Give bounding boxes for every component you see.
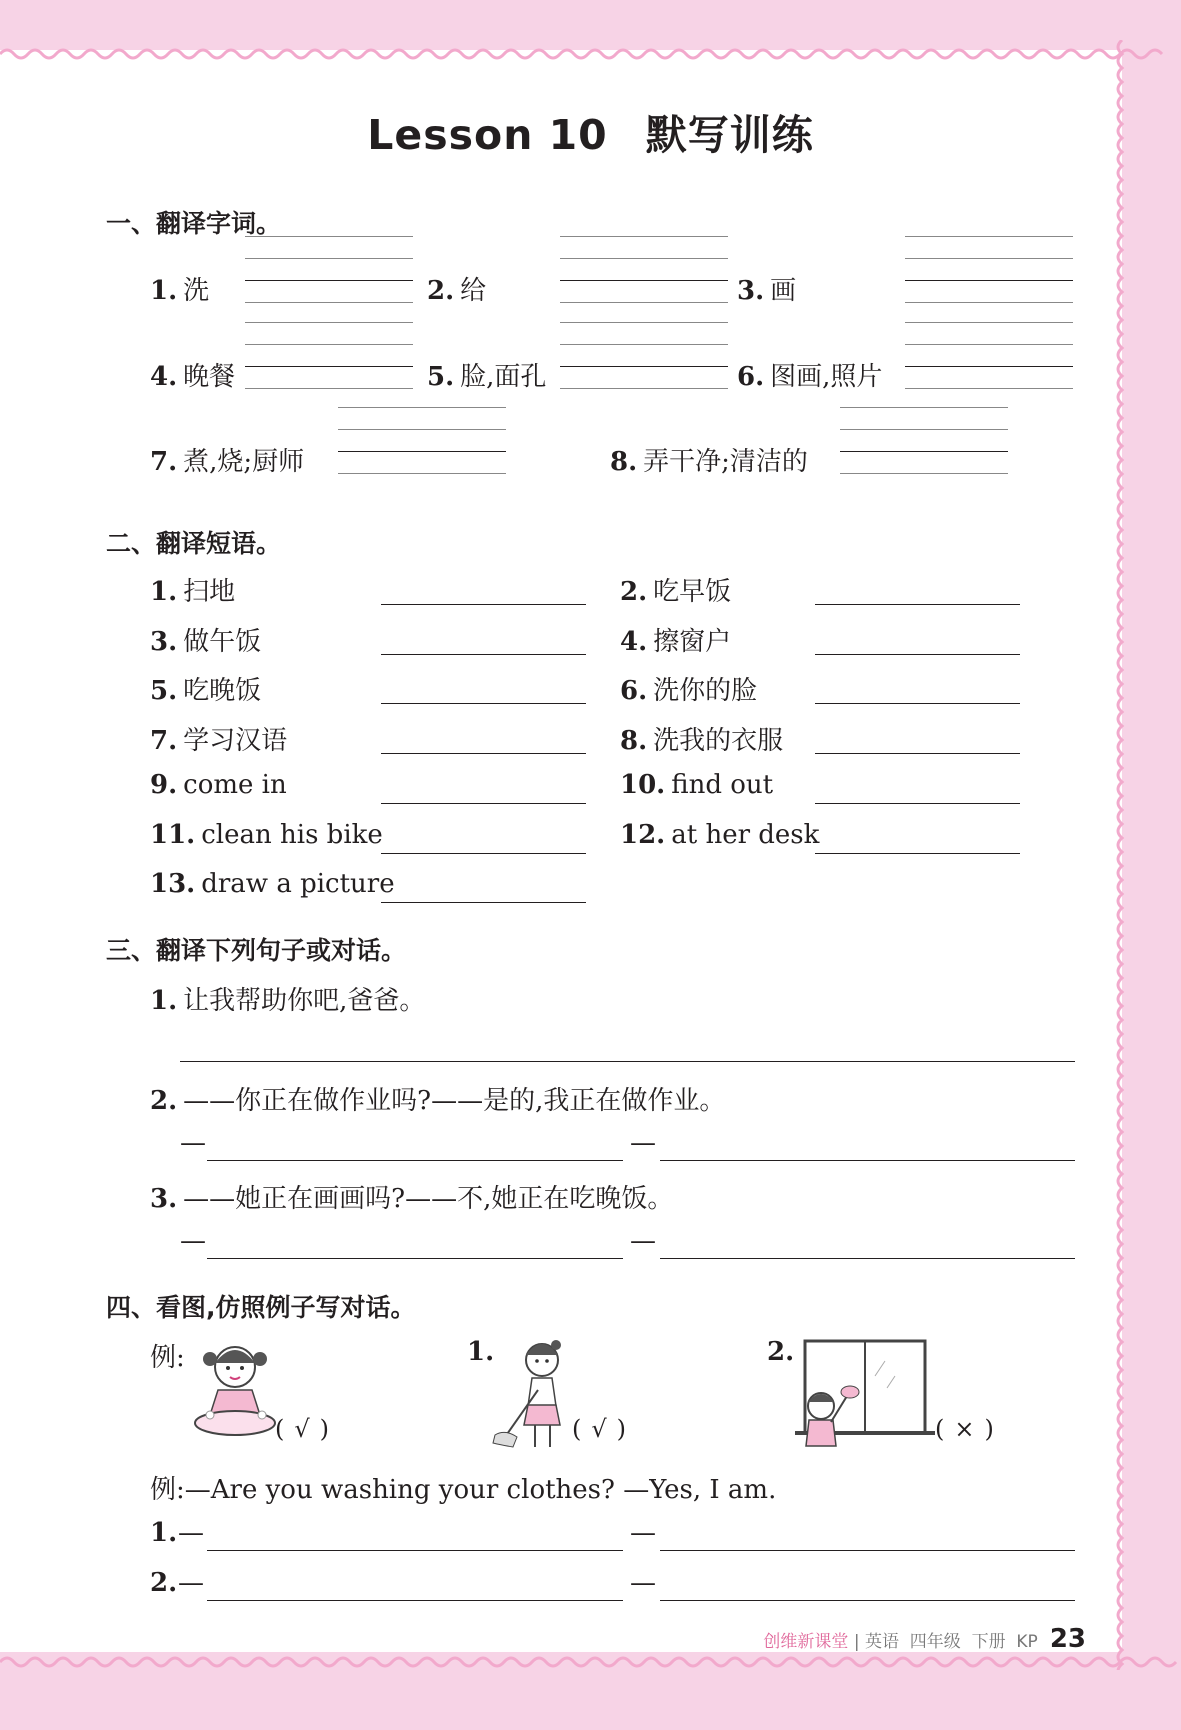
phrase-number: 10. bbox=[620, 769, 666, 800]
phrase-text: 学习汉语 bbox=[183, 726, 288, 757]
word-item bbox=[150, 270, 209, 307]
word-item bbox=[737, 356, 882, 393]
phrase-number: 6. bbox=[620, 676, 648, 707]
phrase-item bbox=[150, 571, 235, 608]
phrase-item bbox=[150, 820, 383, 850]
four-line-grid-line bbox=[905, 388, 1073, 389]
four-line-grid-line bbox=[840, 407, 1008, 408]
sentence-text: ——她正在画画吗?——不,她正在吃晚饭。 bbox=[183, 1184, 674, 1214]
sentence-3-answer-line-b[interactable] bbox=[660, 1258, 1075, 1259]
sentence-number: 2. bbox=[150, 1086, 178, 1116]
picture-2-label: 2. bbox=[767, 1337, 795, 1367]
four-line-grid-line[interactable] bbox=[560, 366, 728, 367]
four-line-grid-line bbox=[840, 429, 1008, 430]
four-line-grid-line bbox=[338, 407, 506, 408]
four-line-grid-line[interactable] bbox=[245, 280, 413, 281]
four-line-grid-line bbox=[905, 344, 1073, 345]
phrase-item bbox=[620, 571, 731, 608]
sentence-text: 让我帮助你吧,爸爸。 bbox=[183, 986, 426, 1016]
answer-1-line-b[interactable] bbox=[660, 1550, 1075, 1551]
phrase-item bbox=[620, 720, 783, 757]
footer-grade: 四年级 bbox=[909, 1632, 961, 1652]
dash-mark: — bbox=[630, 1518, 656, 1548]
phrase-answer-line[interactable] bbox=[381, 654, 586, 655]
word-text: 图画,照片 bbox=[770, 362, 883, 392]
four-line-grid-line bbox=[560, 388, 728, 389]
phrase-answer-line[interactable] bbox=[815, 703, 1020, 704]
word-text: 画 bbox=[770, 276, 797, 306]
dash-mark: — bbox=[630, 1568, 656, 1598]
page-title bbox=[0, 102, 1181, 161]
word-item bbox=[737, 270, 796, 307]
four-line-grid-line bbox=[338, 429, 506, 430]
word-text: 洗 bbox=[183, 276, 210, 306]
picture-1-mark: (√) bbox=[572, 1415, 637, 1443]
four-line-grid-line bbox=[245, 388, 413, 389]
phrase-text: find out bbox=[671, 769, 774, 800]
phrase-text: come in bbox=[183, 769, 287, 800]
four-line-grid-line bbox=[905, 302, 1073, 303]
phrase-number: 11. bbox=[150, 819, 196, 850]
page-footer: 创维新课堂 | 英语 四年级 下册 KP 23 bbox=[763, 1624, 1086, 1654]
four-line-grid-line bbox=[245, 302, 413, 303]
word-text: 给 bbox=[460, 276, 487, 306]
answer-2-line-b[interactable] bbox=[660, 1600, 1075, 1601]
phrase-answer-line[interactable] bbox=[381, 902, 586, 903]
sentence-2-answer-line-a[interactable] bbox=[207, 1160, 623, 1161]
word-number: 4. bbox=[150, 362, 178, 392]
phrase-number: 8. bbox=[620, 726, 648, 757]
four-line-grid-line[interactable] bbox=[560, 280, 728, 281]
lesson-title: Lesson 10 bbox=[367, 111, 608, 159]
phrase-number: 1. bbox=[150, 577, 178, 607]
sentence-text: ——你正在做作业吗?——是的,我正在做作业。 bbox=[183, 1086, 726, 1116]
phrase-answer-line[interactable] bbox=[815, 803, 1020, 804]
section-2-heading: 二、翻译短语。 bbox=[106, 529, 282, 558]
footer-term: 下册 bbox=[971, 1632, 1006, 1652]
answer-2-line-a[interactable] bbox=[207, 1600, 623, 1601]
four-line-grid-line bbox=[245, 258, 413, 259]
section-1-heading: 一、翻译字词。 bbox=[106, 209, 282, 238]
phrase-text: 扫地 bbox=[183, 577, 236, 607]
four-line-grid-line bbox=[905, 236, 1073, 237]
four-line-grid-line[interactable] bbox=[338, 451, 506, 452]
picture-example-mark: (√) bbox=[275, 1415, 340, 1443]
sentence-1 bbox=[150, 980, 425, 1017]
dash-mark: — bbox=[178, 1568, 204, 1598]
phrase-text: draw a picture bbox=[201, 869, 395, 900]
footer-edition: KP bbox=[1016, 1632, 1038, 1652]
picture-example-label: 例: bbox=[150, 1343, 185, 1373]
four-line-grid-line[interactable] bbox=[840, 451, 1008, 452]
four-line-grid-line bbox=[560, 258, 728, 259]
word-text: 脸,面孔 bbox=[460, 362, 547, 392]
phrase-item bbox=[620, 621, 731, 658]
phrase-item bbox=[620, 670, 757, 707]
girl-washing-clothes-icon bbox=[190, 1335, 280, 1447]
phrase-text: 洗我的衣服 bbox=[653, 726, 784, 757]
phrase-text: clean his bike bbox=[201, 819, 383, 850]
four-line-grid-line[interactable] bbox=[905, 280, 1073, 281]
phrase-answer-line[interactable] bbox=[815, 753, 1020, 754]
four-line-grid-line[interactable] bbox=[905, 366, 1073, 367]
phrase-text: 做午饭 bbox=[183, 626, 262, 657]
four-line-grid-line bbox=[560, 322, 728, 323]
word-number: 6. bbox=[737, 362, 765, 392]
phrase-answer-line[interactable] bbox=[381, 803, 586, 804]
dash-mark: — bbox=[180, 1128, 206, 1158]
picture-1-label: 1. bbox=[467, 1337, 495, 1367]
sentence-3 bbox=[150, 1178, 673, 1215]
dash-mark: — bbox=[178, 1518, 204, 1548]
word-text: 弄干净;清洁的 bbox=[643, 447, 808, 477]
section-3-heading: 三、翻译下列句子或对话。 bbox=[106, 936, 407, 965]
phrase-item bbox=[150, 869, 395, 899]
sentence-3-answer-line-a[interactable] bbox=[207, 1258, 623, 1259]
phrase-answer-line[interactable] bbox=[815, 604, 1020, 605]
word-item bbox=[427, 270, 486, 307]
word-number: 7. bbox=[150, 447, 178, 477]
phrase-item bbox=[150, 720, 287, 757]
four-line-grid-line bbox=[245, 236, 413, 237]
word-item bbox=[610, 441, 808, 478]
phrase-text: 吃晚饭 bbox=[183, 676, 262, 707]
dash-mark: — bbox=[180, 1226, 206, 1256]
phrase-number: 5. bbox=[150, 676, 178, 707]
four-line-grid-line bbox=[245, 344, 413, 345]
answer-2-number: 2. bbox=[150, 1568, 178, 1598]
four-line-grid-line bbox=[560, 344, 728, 345]
four-line-grid-line bbox=[245, 322, 413, 323]
picture-2-mark: (×) bbox=[935, 1415, 1004, 1443]
answer-1-number: 1. bbox=[150, 1518, 178, 1548]
four-line-grid-line[interactable] bbox=[245, 366, 413, 367]
phrase-item bbox=[150, 670, 261, 707]
word-item bbox=[150, 441, 304, 478]
phrase-text: 吃早饭 bbox=[653, 577, 732, 607]
word-text: 晚餐 bbox=[183, 362, 236, 392]
word-text: 煮,烧;厨师 bbox=[183, 447, 305, 477]
girl-cleaning-window-icon bbox=[795, 1336, 935, 1448]
dash-mark: — bbox=[630, 1226, 656, 1256]
four-line-grid-line bbox=[560, 236, 728, 237]
word-number: 1. bbox=[150, 276, 178, 306]
word-item bbox=[427, 356, 546, 393]
page-number: 23 bbox=[1049, 1624, 1086, 1654]
top-wave-border bbox=[0, 42, 1181, 66]
phrase-number: 2. bbox=[620, 577, 648, 607]
footer-subject: 英语 bbox=[864, 1632, 899, 1652]
four-line-grid-line bbox=[560, 302, 728, 303]
four-line-grid-line bbox=[338, 473, 506, 474]
phrase-item bbox=[620, 820, 819, 850]
phrase-number: 13. bbox=[150, 869, 196, 900]
sentence-number: 3. bbox=[150, 1184, 178, 1214]
sentence-number: 1. bbox=[150, 986, 178, 1016]
right-wave-border bbox=[1110, 40, 1134, 1670]
phrase-number: 7. bbox=[150, 726, 178, 757]
phrase-answer-line[interactable] bbox=[381, 604, 586, 605]
phrase-answer-line[interactable] bbox=[815, 853, 1020, 854]
four-line-grid-line bbox=[840, 473, 1008, 474]
phrase-text: at her desk bbox=[671, 819, 820, 850]
four-line-grid-line bbox=[905, 258, 1073, 259]
phrase-number: 4. bbox=[620, 626, 648, 657]
answer-1-line-a[interactable] bbox=[207, 1550, 623, 1551]
girl-sweeping-floor-icon bbox=[490, 1335, 580, 1453]
sentence-2 bbox=[150, 1080, 725, 1117]
phrase-item bbox=[620, 770, 773, 800]
example-dialogue: 例:—Are you washing your clothes? —Yes, I am. bbox=[150, 1475, 777, 1505]
phrase-number: 12. bbox=[620, 819, 666, 850]
phrase-answer-line[interactable] bbox=[381, 853, 586, 854]
word-item bbox=[150, 356, 235, 393]
section-4-heading: 四、看图,仿照例子写对话。 bbox=[106, 1293, 416, 1322]
phrase-item bbox=[150, 770, 287, 800]
phrase-answer-line[interactable] bbox=[381, 753, 586, 754]
sentence-2-answer-line-b[interactable] bbox=[660, 1160, 1075, 1161]
lesson-subtitle: 默写训练 bbox=[645, 111, 814, 159]
phrase-text: 擦窗户 bbox=[653, 626, 732, 657]
dash-mark: — bbox=[630, 1128, 656, 1158]
phrase-item bbox=[150, 621, 261, 658]
word-number: 8. bbox=[610, 447, 638, 477]
phrase-text: 洗你的脸 bbox=[653, 676, 758, 707]
phrase-number: 9. bbox=[150, 769, 178, 800]
sentence-1-answer-line[interactable] bbox=[180, 1061, 1075, 1062]
word-number: 5. bbox=[427, 362, 455, 392]
brand-name: 创维新课堂 bbox=[763, 1632, 849, 1652]
word-number: 2. bbox=[427, 276, 455, 306]
four-line-grid-line bbox=[905, 322, 1073, 323]
phrase-answer-line[interactable] bbox=[815, 654, 1020, 655]
word-number: 3. bbox=[737, 276, 765, 306]
phrase-answer-line[interactable] bbox=[381, 703, 586, 704]
phrase-number: 3. bbox=[150, 626, 178, 657]
